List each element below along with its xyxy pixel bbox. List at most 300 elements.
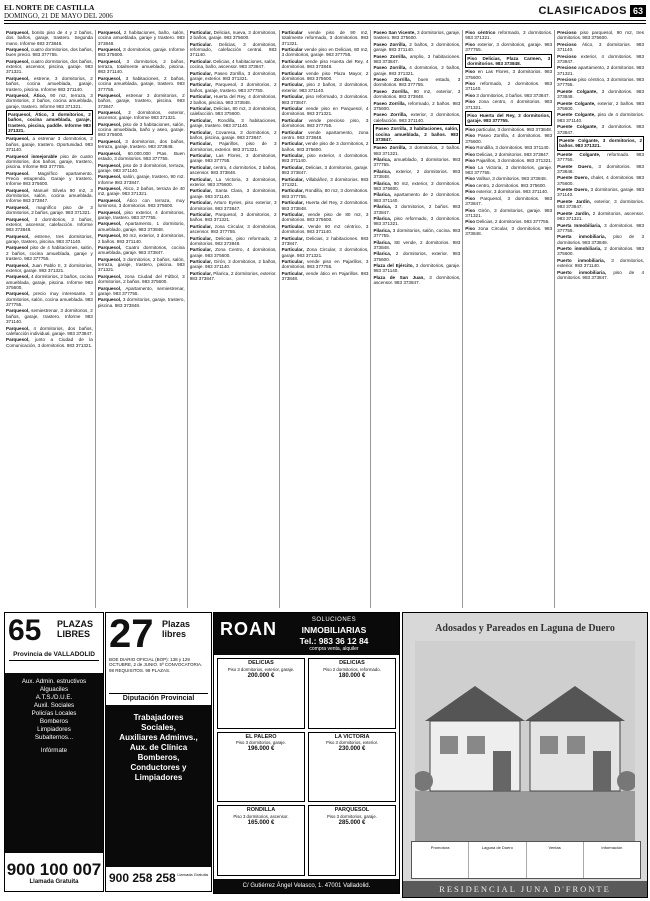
classified-ad <box>557 152 644 163</box>
classified-ad <box>373 30 460 41</box>
ad-heading: Puerto inmobiliaria, <box>557 246 602 252</box>
classified-column <box>463 30 555 608</box>
ad-body: zona centro, 4 dormitorios. 983 371321. <box>465 99 553 110</box>
classified-ad <box>190 271 277 282</box>
ad-body: Delicias, 3 dormitorios, reformado, calefacción central. 983 371140. <box>189 41 277 58</box>
ad-body: Delicias, 2 dormitorios. 983 373847. <box>476 151 550 157</box>
ad-heading: Puente Jardín, <box>557 210 591 216</box>
classified-ad <box>190 71 277 82</box>
classified-column <box>96 30 188 608</box>
ad-body: chalet, 4 dormitorios. 983 375600. <box>557 175 645 186</box>
roan-listing-card[interactable] <box>217 732 305 803</box>
ad-heading: Parquesol, <box>97 256 122 262</box>
ad-heading: Parquesol, <box>97 121 122 127</box>
ad-body: 3 dormitorios, garaje, trastero. 983 375600. <box>373 30 461 41</box>
ad-body: 3 dormitorios, 2 baños. 983 373847. <box>373 204 461 215</box>
ad-body: piso de cuatro dormitorios, dos baños, garaje, trastero, piscina. Informe 983 377755. <box>6 153 93 170</box>
classified-ad <box>6 326 93 337</box>
ad-heading: Piso <box>465 151 475 157</box>
ad-body: Arturo Eyries, piso exterior, 3 dormitorios. 983 373847. <box>189 200 277 211</box>
ad-job-list <box>106 705 211 867</box>
ad-body: Covaresa, 3 dormitorios, 2 baños, piscina, garaje. 983 373847. <box>189 129 277 140</box>
ad-body: a estrenar 3 dormitorios, 2 baños, garaje, trastero. Oportunidad. 983 371140. <box>6 136 93 153</box>
classified-ad <box>6 188 93 204</box>
classified-ad <box>282 247 369 258</box>
listing-price: 165.000 € <box>247 819 275 826</box>
classified-ad <box>557 234 644 245</box>
classified-ad <box>557 30 644 41</box>
classified-ad <box>282 200 369 211</box>
ad-body: La Victoria, 3 dormitorios, garaje. 983 377755. <box>465 164 553 175</box>
ad-job-list <box>5 673 103 853</box>
ad-body: Zona Centro, 4 dormitorios, garaje. 983 375600. <box>189 247 277 258</box>
section-title: CLASIFICADOS <box>538 5 627 17</box>
ad-job-line: Subalternos... <box>34 734 74 741</box>
ad-body: Rondilla, 3 habitaciones, garaje, trastero. 983 371140. <box>189 117 277 129</box>
listing-price: 196.000 € <box>247 746 275 753</box>
classified-ad <box>373 169 460 180</box>
classified-ad <box>465 183 552 188</box>
ad-body: Vallsur, 3 dormitorios. 983 373848. <box>476 176 547 182</box>
ad-heading: Puente Colgante, <box>557 112 596 118</box>
ad-heading: Particular, <box>189 30 212 35</box>
classified-ad <box>98 221 185 232</box>
roan-inmobiliarias: INMOBILIARIAS <box>301 625 367 635</box>
classified-ad <box>98 210 185 221</box>
ad-heading: Precioso <box>557 77 577 83</box>
classified-ad <box>557 223 644 234</box>
ad-diputacion[interactable] <box>105 612 212 892</box>
listing-title: PARQUESOL <box>334 807 370 814</box>
ad-body: Ático con terraza, muy luminoso, 3 dormitorios. 983 375600. <box>97 197 185 209</box>
ad-body: estrene, tres dormitorios, garaje, trastero, piscina. 983 371140. <box>6 233 93 244</box>
classified-ad <box>190 165 277 176</box>
ad-heading: Piso <box>465 145 475 151</box>
classified-ad <box>282 177 369 188</box>
classified-ad <box>557 199 644 210</box>
ad-body: Villabáñez, 3 dormitorios. 983 371321. <box>281 176 369 187</box>
classified-ad <box>373 77 460 88</box>
ad-heading: Parquesol, <box>97 221 122 227</box>
ad-body: salón, cocina amueblada, 2 baños. 983 373847. <box>375 126 459 142</box>
ad-heading: Parquesol, <box>6 233 30 239</box>
ad-heading: Puente Colgante, <box>557 88 598 94</box>
ad-body: Huerta del Rey, 2 dormitorios. 983 373848. <box>281 200 369 211</box>
ad-body: 4 dormitorios, 2 baños, cocina amueblada, garaje, piscina. Informe 983 375600. <box>6 274 93 290</box>
classified-ad <box>465 99 552 110</box>
ad-heading: Piso <box>465 41 475 47</box>
listing-price: 200.000 € <box>247 672 275 679</box>
roan-header <box>214 613 399 655</box>
ad-heading: Piso <box>465 99 475 105</box>
ad-body: Rondilla, 3 dormitorios. 983 371140. <box>476 145 550 151</box>
ad-heading: Precioso <box>557 30 577 35</box>
ad-heading: Piso <box>465 92 475 98</box>
ad-body: junto a Ciudad de la Comunicación, 3 dormitorios. 983 371321. <box>6 337 93 348</box>
ad-body: 3 dormitorios, garaje, trastero, piscina. 983 373848. <box>97 297 185 308</box>
ad-body: 3 dormitorios, ascensor. 983 373847. <box>373 274 461 286</box>
classified-ad <box>557 136 644 151</box>
classified-ad <box>373 124 460 144</box>
ad-heading: Puente Colgante, <box>557 124 598 130</box>
ad-heading: Particular <box>281 117 303 123</box>
ad-heading: Paseo Zorrilla, 3 habitaciones, <box>375 126 444 132</box>
ad-job-line: Conductores y <box>130 763 187 772</box>
ad-body: vende piso en Parquesol, 4 dormitorios. 983 371321. <box>281 105 369 117</box>
classified-ad <box>557 77 644 88</box>
ad-body: 90 m2, exterior, 3 dormitorios. 983 375600. <box>373 180 461 191</box>
classified-ad <box>557 187 644 198</box>
ad-body: buen estado, 3 dormitorios. 983 377755. <box>373 77 461 88</box>
classified-ad <box>190 259 277 270</box>
ad-heading: Particular, <box>281 188 304 194</box>
ad-body: estrenar 3 dormitorios, 2 baños, garaje, trastero, piscina. 983 373847. <box>97 93 185 109</box>
ad-body: Pajarillos, piso de 3 dormitorios, exterior. 983 371321. <box>189 141 277 152</box>
ad-heading: Particular, <box>189 82 212 88</box>
classified-ad <box>465 196 552 207</box>
classified-ad <box>98 139 185 150</box>
contact-info[interactable]: Información <box>601 845 623 850</box>
classified-ad <box>6 93 93 109</box>
classified-ad <box>373 263 460 274</box>
ad-job-line: Bomberos <box>39 718 69 725</box>
classified-ad <box>557 246 644 257</box>
ad-heading: Particular, <box>281 212 304 218</box>
roan-listings <box>217 658 396 876</box>
ad-heading: Parquesol, <box>6 136 30 142</box>
ad-heading: Puente Jardín, <box>557 198 591 204</box>
ad-heading: Particular, <box>189 70 212 76</box>
ad-heading: Puente Duero, <box>557 175 589 181</box>
ad-heading: Particular <box>281 47 303 53</box>
ad-body: 2 baños, 3 dormitorios, garaje. 983 371140. <box>373 41 461 53</box>
classified-ad <box>373 42 460 53</box>
ad-body: zona Ciudad del Fútbol, 3 dormitorios, 2 baños. 983 375600. <box>97 273 185 285</box>
classified-ad <box>6 59 93 75</box>
classified-ad <box>465 42 552 53</box>
classified-ad <box>282 30 369 46</box>
ad-body: Delicias, 2 habitaciones. 983 373847. <box>281 235 369 246</box>
classified-column <box>280 30 372 608</box>
ad-body: La Victoria, 3 dormitorios, exterior. 983 375600. <box>189 176 277 187</box>
ad-body: 3 dormitorios, garaje. 983 371140. <box>557 187 645 198</box>
ad-heading: Precioso <box>557 65 577 71</box>
classified-ad <box>6 291 93 307</box>
ad-body: Ático, 3 dormitorios, 2 baños, cocina amueblada, garaje, trastero, piscina, paddle. Informe 983 371321. <box>8 112 91 133</box>
ad-heading: Particular, <box>189 141 212 147</box>
classified-ad <box>373 240 460 251</box>
adosados-title: Adosados y Pareados en Laguna de Duero <box>435 623 615 634</box>
ad-heading: Pilarica, <box>373 216 392 222</box>
ad-heading: Particular, <box>189 259 212 265</box>
ad-adosados-laguna[interactable] <box>402 612 648 898</box>
classified-ad <box>98 163 185 174</box>
ad-heading: Paseo Zorrilla, <box>373 100 406 106</box>
ad-heading: Particular, <box>189 235 212 241</box>
classified-ad <box>373 89 460 100</box>
classified-ad <box>557 42 644 53</box>
ad-body: reformado, 3 dormitorios. 983 371321. <box>465 30 553 41</box>
ad-heading: Puente Colgante, <box>557 151 601 157</box>
ad-body: zona Circular, 3 dormitorios, ascensor. 983 377755. <box>189 223 277 235</box>
ad-heading: Pilarica, <box>373 157 392 163</box>
ad-heading: Precioso <box>557 41 577 47</box>
classified-ad <box>190 106 277 117</box>
ad-body: 2 dormitorios, ascensor. 983 371321. <box>557 210 645 222</box>
classified-column <box>4 30 96 608</box>
ad-phone[interactable]: 900 100 007 <box>6 860 102 879</box>
listing-description: Piso 3 dormitorios, ascensor. <box>233 813 289 819</box>
classified-ad <box>98 286 185 297</box>
classified-ad <box>190 236 277 247</box>
classified-ad <box>98 59 185 75</box>
ad-body: 3 dormitorios, 2 baños. 983 371321. <box>559 138 642 149</box>
classified-ad <box>98 93 185 109</box>
ad-body: Apartamento, semiestrenar, garaje. 983 377755. <box>97 285 185 296</box>
classified-ad <box>6 263 93 274</box>
classified-ad <box>373 157 460 168</box>
ad-body: magnífico piso de 3 dormitorios, 2 baños, garaje. 983 371321. <box>6 204 93 216</box>
ad-body: cuatro dormitorios, dos baños, exterior, ascensor, piscina, garaje. 983 371321. <box>6 58 93 75</box>
classified-ad <box>282 118 369 129</box>
ad-heading: Pilarica, <box>373 239 392 245</box>
ad-body: exterior, 4 dormitorios. 983 373847. <box>557 53 645 64</box>
classified-ad <box>465 69 552 80</box>
classified-ad <box>373 251 460 262</box>
ad-body: 3 dormitorios. 983 373848. <box>557 163 645 174</box>
classified-ad <box>190 247 277 258</box>
roan-listing-card[interactable] <box>217 805 305 876</box>
ad-phone[interactable]: 900 258 258 <box>109 871 176 885</box>
roan-phone[interactable]: Tel.: 983 36 12 84 <box>299 636 369 646</box>
ad-heading: Particular, <box>189 270 212 276</box>
ad-heading: Piso <box>465 176 475 182</box>
ad-heading: Pilarica, <box>373 168 392 174</box>
ad-province: Provincia de VALLADOLID <box>9 651 99 661</box>
classified-ad <box>6 171 93 187</box>
classified-ad <box>6 337 93 348</box>
classified-ad <box>465 208 552 219</box>
classified-ad <box>557 54 644 65</box>
classified-ad <box>282 47 369 58</box>
ad-body: 90 m2, exterior, 3 dormitorios. 983 373848. <box>373 88 461 100</box>
ad-heading: Puerta inmobiliaria, <box>557 234 606 240</box>
ad-heading: Parquesol, <box>97 174 122 180</box>
ad-heading: Particular, <box>189 153 212 159</box>
ad-heading: Parquesol, <box>6 262 30 268</box>
roan-logo: ROAN <box>220 619 277 639</box>
classified-ad <box>6 136 93 152</box>
ad-body: 4 dormitorios, dos baños, calefacción individual, garaje. 983 373847. <box>6 325 93 336</box>
ad-heading: Pilarica, <box>373 251 392 257</box>
ad-body: piso de 3 habitaciones, salón, cocina amueblada, baño y aseo, garaje. 983 375600. <box>97 121 185 138</box>
ad-heading: Paseo Zorrilla, <box>373 65 407 71</box>
ad-body: cuatro dormitorios, dos baños, buen precio. 983 377755. <box>6 47 93 58</box>
roan-listing-card[interactable] <box>217 658 305 729</box>
section-header <box>538 4 646 18</box>
classified-ad <box>373 275 460 286</box>
classified-ad <box>98 30 185 46</box>
ad-heading: Puente Duero, <box>557 163 593 169</box>
classified-ad <box>373 65 460 76</box>
roan-listing-card[interactable] <box>308 732 396 803</box>
ad-heading: Piso <box>465 126 475 132</box>
classified-ad <box>465 145 552 150</box>
ad-body: piso de 3 dormitorios, terraza, garaje. 983 371140. <box>97 162 185 173</box>
ad-heading: Puente Colgante, <box>557 100 596 106</box>
ad-heading: Puerta Inmobiliaria, <box>557 222 602 228</box>
ad-heading: Particular, <box>281 200 304 206</box>
classified-ad <box>190 59 277 70</box>
page-number: 63 <box>630 5 646 17</box>
display-ads <box>4 612 646 897</box>
ad-heading: Parquesol inmejorable <box>6 153 58 159</box>
ad-heading: Plaza de San Juan, <box>373 274 425 280</box>
classified-ad <box>190 177 277 188</box>
listing-description: Piso 2 dormitorios, reformado. <box>323 666 381 672</box>
ad-heading: Particular, <box>189 212 212 218</box>
ad-body: Vende 90 m2 céntrico, 3 dormitorios. 983 371140. <box>281 223 369 235</box>
ad-body: exterior, 3 dormitorios. 983 371140. <box>476 189 549 195</box>
classified-ad <box>465 111 552 126</box>
classified-ad <box>557 164 644 175</box>
ad-heading: Particular <box>281 105 303 111</box>
ad-heading: Parquesol, <box>97 209 122 215</box>
ad-body: Huerta del Rey, 3 dormitorios, garaje. 983 377755. <box>467 113 551 124</box>
roan-tagline: compra venta, alquiler <box>309 646 359 652</box>
ad-heading: Parquesol, <box>97 244 122 250</box>
roan-listing-card[interactable] <box>308 658 396 729</box>
classified-ad <box>190 153 277 164</box>
listing-title: LA VICTORIA <box>334 733 370 740</box>
ad-body: 2 dormitorios, exterior, ascensor, garaje. Informe 983 371321. <box>97 110 185 121</box>
ad-heading: Piso <box>465 207 475 213</box>
classified-ad <box>190 200 277 211</box>
ad-heading: Parquesol, <box>6 308 30 314</box>
issue-date: DOMINGO, 21 DE MAYO DEL 2006 <box>4 12 113 20</box>
classified-ad <box>6 47 93 58</box>
classified-ad <box>98 174 185 185</box>
ad-job-line: Auxil. Sociales <box>33 702 75 709</box>
ad-body: 3 dormitorios. 983 377755. <box>557 222 645 233</box>
ad-heading: Paseo Zorrilla, <box>373 41 407 47</box>
ad-heading: Particular, <box>189 117 212 123</box>
ad-heading: Particular, <box>281 153 304 159</box>
ad-body: SE vende, 2 dormitorios. 983 373848. <box>373 239 461 250</box>
ad-body: Pajarillos, 3 dormitorios. 983 371321. <box>476 158 553 164</box>
classified-ad <box>6 154 93 170</box>
house-illustration <box>415 641 635 841</box>
ad-info-label: Infórmate <box>40 747 68 754</box>
ad-body: vende piso de 80 m2, 3 dormitorios. 983 375600. <box>281 212 369 223</box>
listing-price: 230.000 € <box>338 746 366 753</box>
ad-body: 3 dormitorios, 2 baños, exterior, ascensor, calefacción. Informe 983 373848. <box>6 216 93 233</box>
ad-body: vende piso de 90 m2, totalmente reformado, 3 dormitorios. 983 371321. <box>281 30 369 46</box>
ad-roan-inmobiliaria[interactable] <box>213 612 400 894</box>
ad-body: 3 dormitorios, salón, cocina. 983 377755. <box>373 227 461 239</box>
classified-ad <box>282 94 369 105</box>
ad-heading: Paseo Zorrilla, <box>373 145 407 151</box>
classified-ad <box>282 188 369 199</box>
classified-ad <box>6 217 93 233</box>
classified-ad <box>282 212 369 223</box>
ad-heading: Paseo Zorrilla, <box>373 77 411 83</box>
contact-location: Laguna de Duero <box>469 842 526 878</box>
ad-heading: Parquesol, <box>97 110 122 116</box>
classified-ad <box>465 158 552 163</box>
ad-body: amueblado, 3 dormitorios. 983 377755. <box>373 157 461 168</box>
classified-ad <box>282 224 369 235</box>
ad-body: vende precioso piso, 3 dormitorios. 983 377755. <box>281 117 369 129</box>
ad-body: 2 dormitorios. 983 375600. <box>557 246 645 257</box>
classified-ad <box>98 110 185 121</box>
ad-body: Parquesol, 3 dormitorios. 983 373847. <box>465 195 553 207</box>
classified-ad <box>282 153 369 164</box>
ad-heading: Parquesol, <box>6 325 30 331</box>
classified-ad <box>98 297 185 308</box>
ad-heading: Puente Duero, <box>557 187 589 193</box>
ad-body: 3 dormitorios, dos baños, terraza, garaje, trastero. 983 373848. <box>97 138 185 150</box>
ad-body: Zona Circular, 3 dormitorios, garaje. 983 371321. <box>281 247 369 258</box>
classified-column <box>371 30 463 608</box>
ad-body: Apartamento, 1 dormitorio, amueblado, garaje. 983 373848. <box>97 221 185 232</box>
ad-oposiciones-valladolid[interactable] <box>4 612 104 892</box>
ad-body: Pilarica, 2 dormitorios, exterior. 983 373847. <box>189 270 277 282</box>
ad-heading: Parquesol, <box>97 297 122 303</box>
classified-ad <box>6 245 93 261</box>
ad-body: exterior, 2 baños. 983 375600. <box>557 100 645 111</box>
classified-ad <box>98 186 185 197</box>
ad-body: Parquesol, 3 dormitorios, 2 baños, garaje, trastero. 983 377755. <box>189 82 277 93</box>
contact-sales[interactable]: Ventas <box>527 842 584 878</box>
classified-ad <box>6 30 93 46</box>
ad-heading: Parquesol <box>6 245 29 251</box>
ad-body: 3 dormitorios. 983 373847. <box>557 124 644 135</box>
ad-body: Manuel Silvela 90 m2, 3 dormitorios, salón, cocina amueblada. Informe 983 373847. <box>6 187 93 204</box>
ad-job-line: Auxiliares Adminvs., <box>119 733 198 742</box>
ad-body: piso parquesol, 90 m2, tres dormitorios. 983 375600. <box>557 30 645 41</box>
roan-listing-card[interactable] <box>308 805 396 876</box>
ad-heading: Particular, <box>281 235 304 241</box>
ad-heading: Piso <box>465 69 475 75</box>
classified-ad <box>190 118 277 129</box>
ad-heading: Particular, <box>281 247 304 253</box>
ad-heading: Paseo Zorrilla, <box>373 53 407 59</box>
classified-ad <box>282 271 369 282</box>
ad-heading: Parquesol, <box>97 138 122 144</box>
ad-body: exterior, 2 dormitorios. 983 373848. <box>373 168 461 180</box>
classified-ad <box>282 82 369 93</box>
classified-ad <box>282 165 369 176</box>
ad-body: 3 dormitorios, garaje. 983 371140. <box>373 263 461 274</box>
ad-heading: Pilarica, <box>373 227 392 233</box>
ad-body: 3 dormitorios, 2 baños. 983 373847. <box>476 92 550 98</box>
classified-ad <box>282 71 369 82</box>
ad-body: piso de 4 dormitorios. 983 371140. <box>557 112 645 123</box>
ad-heading: Particular, <box>189 129 212 135</box>
ad-job-line: Aux. de Clínica <box>129 743 188 752</box>
ad-heading: Parquesol, <box>6 216 30 222</box>
ad-body: reformado, 2 baños. 983 375600. <box>373 100 461 111</box>
ad-heading: Precioso <box>557 53 577 59</box>
ad-body: vende piso de 3 dormitorios, 2 baños. 983 375600. <box>281 141 369 152</box>
ad-heading: Piso <box>467 113 477 119</box>
ad-heading: Paseo Zorrilla, <box>373 112 408 118</box>
ad-heading: Particular. <box>281 223 304 229</box>
ad-body: reformado. 983 377755. <box>557 151 645 163</box>
classified-ad <box>373 112 460 123</box>
spacer <box>106 705 211 713</box>
